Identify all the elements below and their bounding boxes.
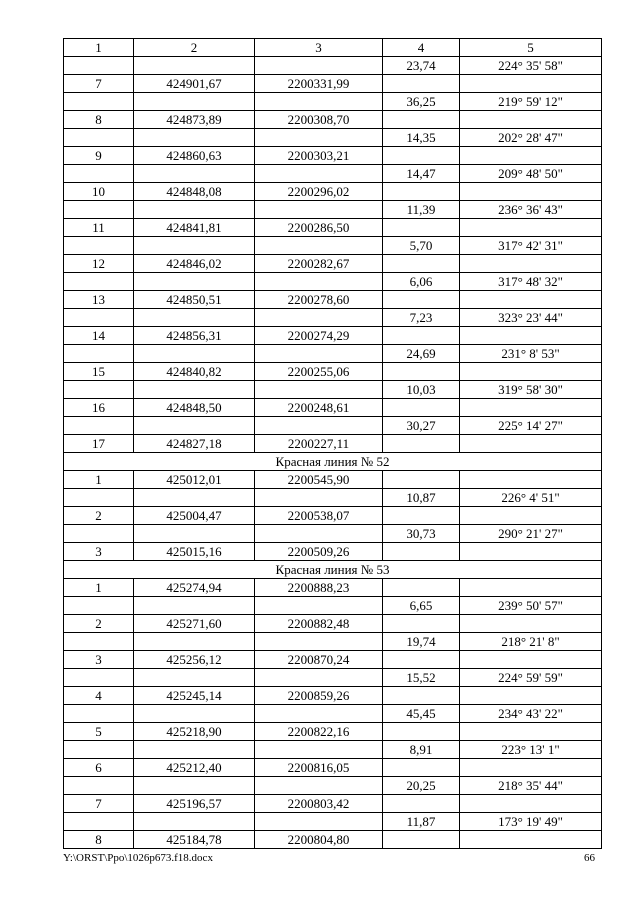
angle-cell-empty bbox=[460, 399, 602, 417]
coord-y: 2200248,61 bbox=[255, 399, 383, 417]
coord-y-empty bbox=[255, 273, 383, 291]
distance-cell-empty bbox=[383, 183, 460, 201]
coord-x-empty bbox=[134, 633, 255, 651]
coord-x-empty bbox=[134, 525, 255, 543]
point-row bbox=[64, 399, 602, 417]
point-number-empty bbox=[64, 489, 134, 507]
coord-y-empty bbox=[255, 525, 383, 543]
angle-cell-empty bbox=[460, 291, 602, 309]
point-row bbox=[64, 579, 602, 597]
segment-distance: 11,39 bbox=[383, 201, 460, 219]
point-number: 6 bbox=[64, 759, 134, 777]
point-row bbox=[64, 255, 602, 273]
distance-cell-empty bbox=[383, 651, 460, 669]
coord-y-empty bbox=[255, 813, 383, 831]
angle-cell-empty bbox=[460, 759, 602, 777]
section-title: Красная линия № 52 bbox=[64, 453, 602, 471]
point-number-empty bbox=[64, 273, 134, 291]
angle-cell-empty bbox=[460, 75, 602, 93]
header-col-4: 4 bbox=[383, 39, 460, 57]
coord-y: 2200803,42 bbox=[255, 795, 383, 813]
point-number: 3 bbox=[64, 651, 134, 669]
segment-row bbox=[64, 57, 602, 75]
distance-cell-empty bbox=[383, 543, 460, 561]
coord-x: 424848,08 bbox=[134, 183, 255, 201]
coord-y-empty bbox=[255, 93, 383, 111]
coord-x-empty bbox=[134, 57, 255, 75]
coord-y-empty bbox=[255, 633, 383, 651]
coord-y-empty bbox=[255, 309, 383, 327]
segment-distance: 11,87 bbox=[383, 813, 460, 831]
point-row bbox=[64, 219, 602, 237]
point-number: 7 bbox=[64, 75, 134, 93]
coord-x: 425245,14 bbox=[134, 687, 255, 705]
coord-y-empty bbox=[255, 741, 383, 759]
point-row bbox=[64, 543, 602, 561]
angle-cell-empty bbox=[460, 651, 602, 669]
point-number-empty bbox=[64, 705, 134, 723]
segment-distance: 6,65 bbox=[383, 597, 460, 615]
point-row bbox=[64, 471, 602, 489]
segment-row bbox=[64, 309, 602, 327]
direction-angle: 231° 8' 53" bbox=[460, 345, 602, 363]
coord-x-empty bbox=[134, 669, 255, 687]
distance-cell-empty bbox=[383, 831, 460, 849]
coord-x: 424846,02 bbox=[134, 255, 255, 273]
distance-cell-empty bbox=[383, 795, 460, 813]
distance-cell-empty bbox=[383, 759, 460, 777]
direction-angle: 209° 48' 50" bbox=[460, 165, 602, 183]
point-row bbox=[64, 723, 602, 741]
point-number: 10 bbox=[64, 183, 134, 201]
coord-x-empty bbox=[134, 381, 255, 399]
angle-cell-empty bbox=[460, 507, 602, 525]
header-col-2: 2 bbox=[134, 39, 255, 57]
angle-cell-empty bbox=[460, 183, 602, 201]
coord-x-empty bbox=[134, 705, 255, 723]
point-number: 8 bbox=[64, 111, 134, 129]
direction-angle: 173° 19' 49" bbox=[460, 813, 602, 831]
coord-x-empty bbox=[134, 165, 255, 183]
coord-y-empty bbox=[255, 489, 383, 507]
coordinates-table-body bbox=[64, 39, 602, 849]
coord-y: 2200870,24 bbox=[255, 651, 383, 669]
angle-cell-empty bbox=[460, 471, 602, 489]
section-title-row bbox=[64, 561, 602, 579]
point-number: 1 bbox=[64, 471, 134, 489]
segment-row bbox=[64, 597, 602, 615]
coord-y-empty bbox=[255, 201, 383, 219]
point-number-empty bbox=[64, 669, 134, 687]
coord-y: 2200804,80 bbox=[255, 831, 383, 849]
coordinates-table bbox=[63, 38, 602, 849]
point-number-empty bbox=[64, 129, 134, 147]
distance-cell-empty bbox=[383, 147, 460, 165]
section-title: Красная линия № 53 bbox=[64, 561, 602, 579]
point-number: 16 bbox=[64, 399, 134, 417]
point-row bbox=[64, 759, 602, 777]
coord-x-empty bbox=[134, 345, 255, 363]
angle-cell-empty bbox=[460, 615, 602, 633]
angle-cell-empty bbox=[460, 723, 602, 741]
distance-cell-empty bbox=[383, 255, 460, 273]
coord-y-empty bbox=[255, 669, 383, 687]
section-title-row bbox=[64, 453, 602, 471]
coord-x: 424873,89 bbox=[134, 111, 255, 129]
coord-y-empty bbox=[255, 165, 383, 183]
point-number: 11 bbox=[64, 219, 134, 237]
segment-distance: 15,52 bbox=[383, 669, 460, 687]
point-number: 3 bbox=[64, 543, 134, 561]
point-number: 14 bbox=[64, 327, 134, 345]
point-number: 17 bbox=[64, 435, 134, 453]
coord-y: 2200255,06 bbox=[255, 363, 383, 381]
coord-x: 424848,50 bbox=[134, 399, 255, 417]
segment-distance: 30,73 bbox=[383, 525, 460, 543]
distance-cell-empty bbox=[383, 363, 460, 381]
coord-y: 2200882,48 bbox=[255, 615, 383, 633]
segment-distance: 6,06 bbox=[383, 273, 460, 291]
point-number-empty bbox=[64, 381, 134, 399]
coord-y: 2200538,07 bbox=[255, 507, 383, 525]
distance-cell-empty bbox=[383, 327, 460, 345]
coord-x: 424840,82 bbox=[134, 363, 255, 381]
angle-cell-empty bbox=[460, 435, 602, 453]
coord-x-empty bbox=[134, 777, 255, 795]
angle-cell-empty bbox=[460, 111, 602, 129]
footer-file-path: Y:\ORST\Ppo\1026p673.f18.docx bbox=[63, 852, 213, 864]
coord-x: 425274,94 bbox=[134, 579, 255, 597]
coord-x-empty bbox=[134, 309, 255, 327]
segment-distance: 24,69 bbox=[383, 345, 460, 363]
segment-distance: 14,47 bbox=[383, 165, 460, 183]
coord-y-empty bbox=[255, 57, 383, 75]
segment-row bbox=[64, 741, 602, 759]
direction-angle: 239° 50' 57" bbox=[460, 597, 602, 615]
segment-row bbox=[64, 417, 602, 435]
segment-row bbox=[64, 705, 602, 723]
point-number-empty bbox=[64, 777, 134, 795]
footer-page-number: 66 bbox=[584, 852, 595, 864]
point-number: 7 bbox=[64, 795, 134, 813]
direction-angle: 319° 58' 30" bbox=[460, 381, 602, 399]
point-row bbox=[64, 615, 602, 633]
distance-cell-empty bbox=[383, 399, 460, 417]
coord-y-empty bbox=[255, 597, 383, 615]
segment-row bbox=[64, 237, 602, 255]
coord-x-empty bbox=[134, 417, 255, 435]
direction-angle: 224° 35' 58" bbox=[460, 57, 602, 75]
segment-distance: 30,27 bbox=[383, 417, 460, 435]
segment-row bbox=[64, 273, 602, 291]
coord-y-empty bbox=[255, 237, 383, 255]
point-number: 2 bbox=[64, 507, 134, 525]
coord-y: 2200278,60 bbox=[255, 291, 383, 309]
point-number-empty bbox=[64, 345, 134, 363]
segment-distance: 23,74 bbox=[383, 57, 460, 75]
point-number-empty bbox=[64, 525, 134, 543]
direction-angle: 225° 14' 27" bbox=[460, 417, 602, 435]
point-row bbox=[64, 651, 602, 669]
coord-x: 424856,31 bbox=[134, 327, 255, 345]
direction-angle: 224° 59' 59" bbox=[460, 669, 602, 687]
segment-row bbox=[64, 93, 602, 111]
direction-angle: 219° 59' 12" bbox=[460, 93, 602, 111]
segment-row bbox=[64, 381, 602, 399]
table-header-row bbox=[64, 39, 602, 57]
angle-cell-empty bbox=[460, 147, 602, 165]
angle-cell-empty bbox=[460, 363, 602, 381]
header-col-3: 3 bbox=[255, 39, 383, 57]
header-col-5: 5 bbox=[460, 39, 602, 57]
point-number: 2 bbox=[64, 615, 134, 633]
coord-y: 2200274,29 bbox=[255, 327, 383, 345]
segment-row bbox=[64, 633, 602, 651]
point-number: 8 bbox=[64, 831, 134, 849]
point-number-empty bbox=[64, 597, 134, 615]
segment-distance: 7,23 bbox=[383, 309, 460, 327]
segment-row bbox=[64, 345, 602, 363]
point-number: 4 bbox=[64, 687, 134, 705]
distance-cell-empty bbox=[383, 723, 460, 741]
distance-cell-empty bbox=[383, 219, 460, 237]
segment-distance: 5,70 bbox=[383, 237, 460, 255]
segment-distance: 10,87 bbox=[383, 489, 460, 507]
point-number: 5 bbox=[64, 723, 134, 741]
direction-angle: 323° 23' 44" bbox=[460, 309, 602, 327]
distance-cell-empty bbox=[383, 687, 460, 705]
point-number-empty bbox=[64, 93, 134, 111]
coord-y: 2200859,26 bbox=[255, 687, 383, 705]
coord-y-empty bbox=[255, 345, 383, 363]
coord-y: 2200545,90 bbox=[255, 471, 383, 489]
point-number-empty bbox=[64, 741, 134, 759]
point-number-empty bbox=[64, 417, 134, 435]
angle-cell-empty bbox=[460, 687, 602, 705]
direction-angle: 223° 13' 1" bbox=[460, 741, 602, 759]
segment-distance: 8,91 bbox=[383, 741, 460, 759]
segment-row bbox=[64, 669, 602, 687]
coord-y: 2200509,26 bbox=[255, 543, 383, 561]
point-row bbox=[64, 363, 602, 381]
coord-x: 425271,60 bbox=[134, 615, 255, 633]
coord-x: 425218,90 bbox=[134, 723, 255, 741]
segment-row bbox=[64, 129, 602, 147]
coord-x: 425256,12 bbox=[134, 651, 255, 669]
point-row bbox=[64, 183, 602, 201]
coord-y: 2200308,70 bbox=[255, 111, 383, 129]
segment-distance: 10,03 bbox=[383, 381, 460, 399]
point-row bbox=[64, 795, 602, 813]
coord-x-empty bbox=[134, 813, 255, 831]
distance-cell-empty bbox=[383, 615, 460, 633]
segment-distance: 14,35 bbox=[383, 129, 460, 147]
segment-row bbox=[64, 165, 602, 183]
header-col-1: 1 bbox=[64, 39, 134, 57]
coord-y-empty bbox=[255, 417, 383, 435]
coord-y-empty bbox=[255, 777, 383, 795]
point-number-empty bbox=[64, 201, 134, 219]
coord-y: 2200331,99 bbox=[255, 75, 383, 93]
angle-cell-empty bbox=[460, 327, 602, 345]
coord-y-empty bbox=[255, 129, 383, 147]
angle-cell-empty bbox=[460, 543, 602, 561]
coord-x-empty bbox=[134, 93, 255, 111]
point-number-empty bbox=[64, 309, 134, 327]
coord-x: 425015,16 bbox=[134, 543, 255, 561]
coord-x-empty bbox=[134, 129, 255, 147]
coord-x: 424860,63 bbox=[134, 147, 255, 165]
distance-cell-empty bbox=[383, 291, 460, 309]
direction-angle: 218° 21' 8" bbox=[460, 633, 602, 651]
point-row bbox=[64, 435, 602, 453]
point-row bbox=[64, 147, 602, 165]
direction-angle: 218° 35' 44" bbox=[460, 777, 602, 795]
point-number: 12 bbox=[64, 255, 134, 273]
angle-cell-empty bbox=[460, 831, 602, 849]
coord-x: 425196,57 bbox=[134, 795, 255, 813]
coord-x-empty bbox=[134, 741, 255, 759]
segment-distance: 20,25 bbox=[383, 777, 460, 795]
segment-row bbox=[64, 777, 602, 795]
coord-y: 2200296,02 bbox=[255, 183, 383, 201]
segment-distance: 36,25 bbox=[383, 93, 460, 111]
direction-angle: 236° 36' 43" bbox=[460, 201, 602, 219]
point-number: 13 bbox=[64, 291, 134, 309]
coord-x: 424827,18 bbox=[134, 435, 255, 453]
coord-y: 2200888,23 bbox=[255, 579, 383, 597]
direction-angle: 317° 42' 31" bbox=[460, 237, 602, 255]
point-row bbox=[64, 75, 602, 93]
direction-angle: 202° 28' 47" bbox=[460, 129, 602, 147]
point-number: 9 bbox=[64, 147, 134, 165]
coord-x: 425004,47 bbox=[134, 507, 255, 525]
coord-y: 2200227,11 bbox=[255, 435, 383, 453]
coord-x-empty bbox=[134, 273, 255, 291]
point-row bbox=[64, 831, 602, 849]
point-row bbox=[64, 507, 602, 525]
point-row bbox=[64, 111, 602, 129]
coord-y: 2200816,05 bbox=[255, 759, 383, 777]
coord-x: 424901,67 bbox=[134, 75, 255, 93]
point-row bbox=[64, 687, 602, 705]
coord-x-empty bbox=[134, 597, 255, 615]
coord-x: 424841,81 bbox=[134, 219, 255, 237]
coord-x-empty bbox=[134, 489, 255, 507]
point-row bbox=[64, 327, 602, 345]
coord-x: 425184,78 bbox=[134, 831, 255, 849]
point-number: 1 bbox=[64, 579, 134, 597]
angle-cell-empty bbox=[460, 579, 602, 597]
coord-y: 2200282,67 bbox=[255, 255, 383, 273]
direction-angle: 226° 4' 51" bbox=[460, 489, 602, 507]
distance-cell-empty bbox=[383, 435, 460, 453]
distance-cell-empty bbox=[383, 111, 460, 129]
segment-row bbox=[64, 525, 602, 543]
coord-y: 2200822,16 bbox=[255, 723, 383, 741]
coord-x: 424850,51 bbox=[134, 291, 255, 309]
coord-y-empty bbox=[255, 381, 383, 399]
coord-x-empty bbox=[134, 201, 255, 219]
point-number-empty bbox=[64, 813, 134, 831]
point-number: 15 bbox=[64, 363, 134, 381]
coord-x-empty bbox=[134, 237, 255, 255]
point-number-empty bbox=[64, 165, 134, 183]
direction-angle: 234° 43' 22" bbox=[460, 705, 602, 723]
point-number-empty bbox=[64, 237, 134, 255]
distance-cell-empty bbox=[383, 507, 460, 525]
coord-y-empty bbox=[255, 705, 383, 723]
angle-cell-empty bbox=[460, 255, 602, 273]
angle-cell-empty bbox=[460, 795, 602, 813]
segment-row bbox=[64, 813, 602, 831]
coord-y: 2200286,50 bbox=[255, 219, 383, 237]
coord-x: 425212,40 bbox=[134, 759, 255, 777]
distance-cell-empty bbox=[383, 471, 460, 489]
angle-cell-empty bbox=[460, 219, 602, 237]
point-row bbox=[64, 291, 602, 309]
point-number-empty bbox=[64, 57, 134, 75]
segment-row bbox=[64, 201, 602, 219]
direction-angle: 317° 48' 32" bbox=[460, 273, 602, 291]
coord-y: 2200303,21 bbox=[255, 147, 383, 165]
segment-distance: 19,74 bbox=[383, 633, 460, 651]
direction-angle: 290° 21' 27" bbox=[460, 525, 602, 543]
distance-cell-empty bbox=[383, 579, 460, 597]
point-number-empty bbox=[64, 633, 134, 651]
segment-row bbox=[64, 489, 602, 507]
segment-distance: 45,45 bbox=[383, 705, 460, 723]
distance-cell-empty bbox=[383, 75, 460, 93]
coord-x: 425012,01 bbox=[134, 471, 255, 489]
